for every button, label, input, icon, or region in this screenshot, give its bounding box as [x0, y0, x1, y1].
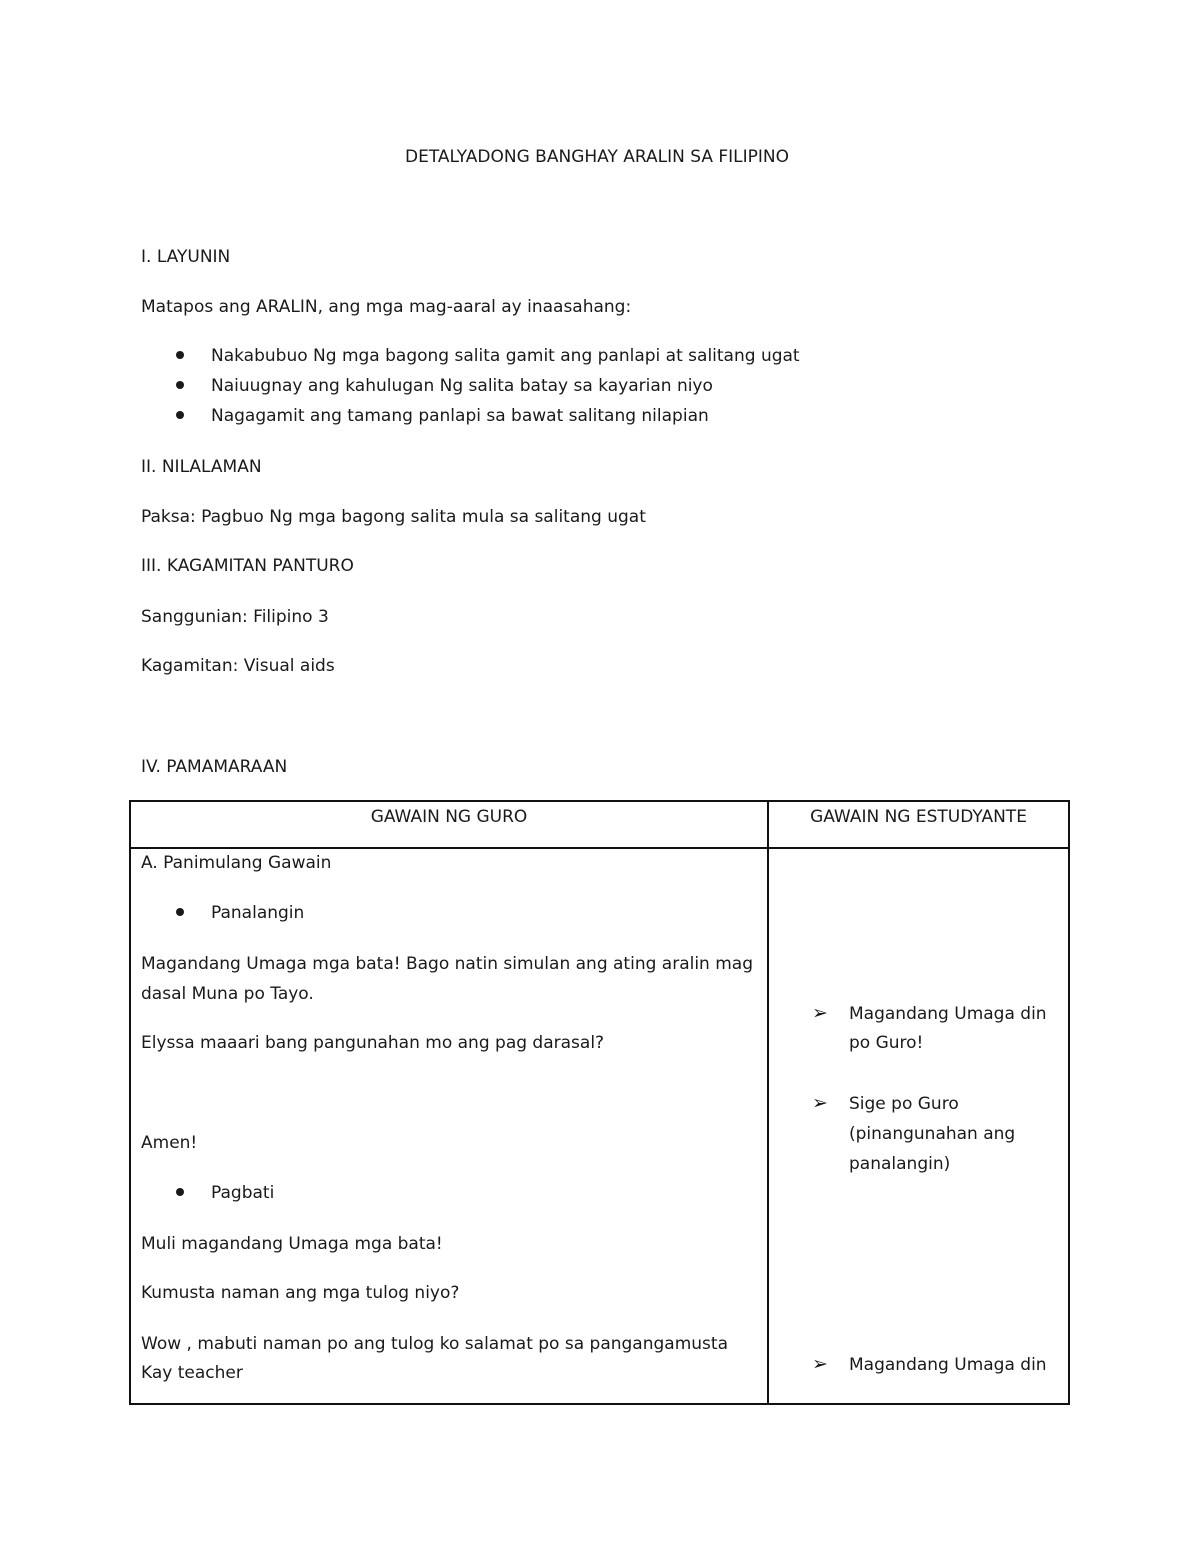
teacher-line: Elyssa maaari bang pangunahan mo ang pag darasal? — [141, 1033, 605, 1053]
objectives-intro: Matapos ang ARALIN, ang mga mag-aaral ay inaasahang: — [141, 297, 632, 317]
section-heading-pamamaraan: IV. PAMAMARAAN — [141, 757, 288, 777]
panimulang-gawain-heading: A. Panimulang Gawain — [141, 853, 332, 873]
teacher-line: Kumusta naman ang mga tulog niyo? — [141, 1283, 460, 1303]
arrow-bullet-icon: ➢ — [812, 1092, 828, 1114]
student-response: (pinangunahan ang — [849, 1124, 1016, 1144]
teacher-line: dasal Muna po Tayo. — [141, 984, 314, 1004]
teacher-line: Amen! — [141, 1133, 198, 1153]
arrow-bullet-icon: ➢ — [812, 1002, 828, 1024]
bullet-icon — [176, 411, 184, 419]
arrow-bullet-icon: ➢ — [812, 1353, 828, 1375]
column-header-guro: GAWAIN NG GURO — [370, 807, 528, 827]
teacher-line: Wow , mabuti naman po ang tulog ko salamat po sa pangangamusta — [141, 1334, 728, 1354]
kagamitan-line: Kagamitan: Visual aids — [141, 656, 335, 676]
table-header-divider — [129, 847, 1070, 849]
student-response: panalangin) — [849, 1154, 951, 1174]
bullet-icon — [176, 1188, 184, 1196]
paksa-line: Paksa: Pagbuo Ng mga bagong salita mula sa salitang ugat — [141, 507, 646, 527]
student-response: Sige po Guro — [849, 1094, 959, 1114]
teacher-line: Kay teacher — [141, 1363, 243, 1383]
section-heading-layunin: I. LAYUNIN — [141, 247, 231, 267]
pagbati-item: Pagbati — [211, 1183, 275, 1203]
student-response: po Guro! — [849, 1033, 924, 1053]
panalangin-item: Panalangin — [211, 903, 305, 923]
objective-item: Naiuugnay ang kahulugan Ng salita batay sa kayarian niyo — [211, 376, 713, 396]
student-response: Magandang Umaga din — [849, 1004, 1047, 1024]
bullet-icon — [176, 908, 184, 916]
student-response: Magandang Umaga din — [849, 1355, 1047, 1375]
section-heading-nilalaman: II. NILALAMAN — [141, 457, 262, 477]
sanggunian-line: Sanggunian: Filipino 3 — [141, 607, 329, 627]
teacher-line: Muli magandang Umaga mga bata! — [141, 1234, 443, 1254]
document-title: DETALYADONG BANGHAY ARALIN SA FILIPINO — [404, 147, 790, 167]
objective-item: Nagagamit ang tamang panlapi sa bawat salitang nilapian — [211, 406, 709, 426]
section-heading-kagamitan: III. KAGAMITAN PANTURO — [141, 556, 354, 576]
objective-item: Nakabubuo Ng mga bagong salita gamit ang panlapi at salitang ugat — [211, 346, 800, 366]
table-column-divider — [767, 800, 769, 1405]
bullet-icon — [176, 351, 184, 359]
column-header-estudyante: GAWAIN NG ESTUDYANTE — [810, 807, 1027, 827]
bullet-icon — [176, 381, 184, 389]
teacher-line: Magandang Umaga mga bata! Bago natin simulan ang ating aralin mag — [141, 954, 754, 974]
